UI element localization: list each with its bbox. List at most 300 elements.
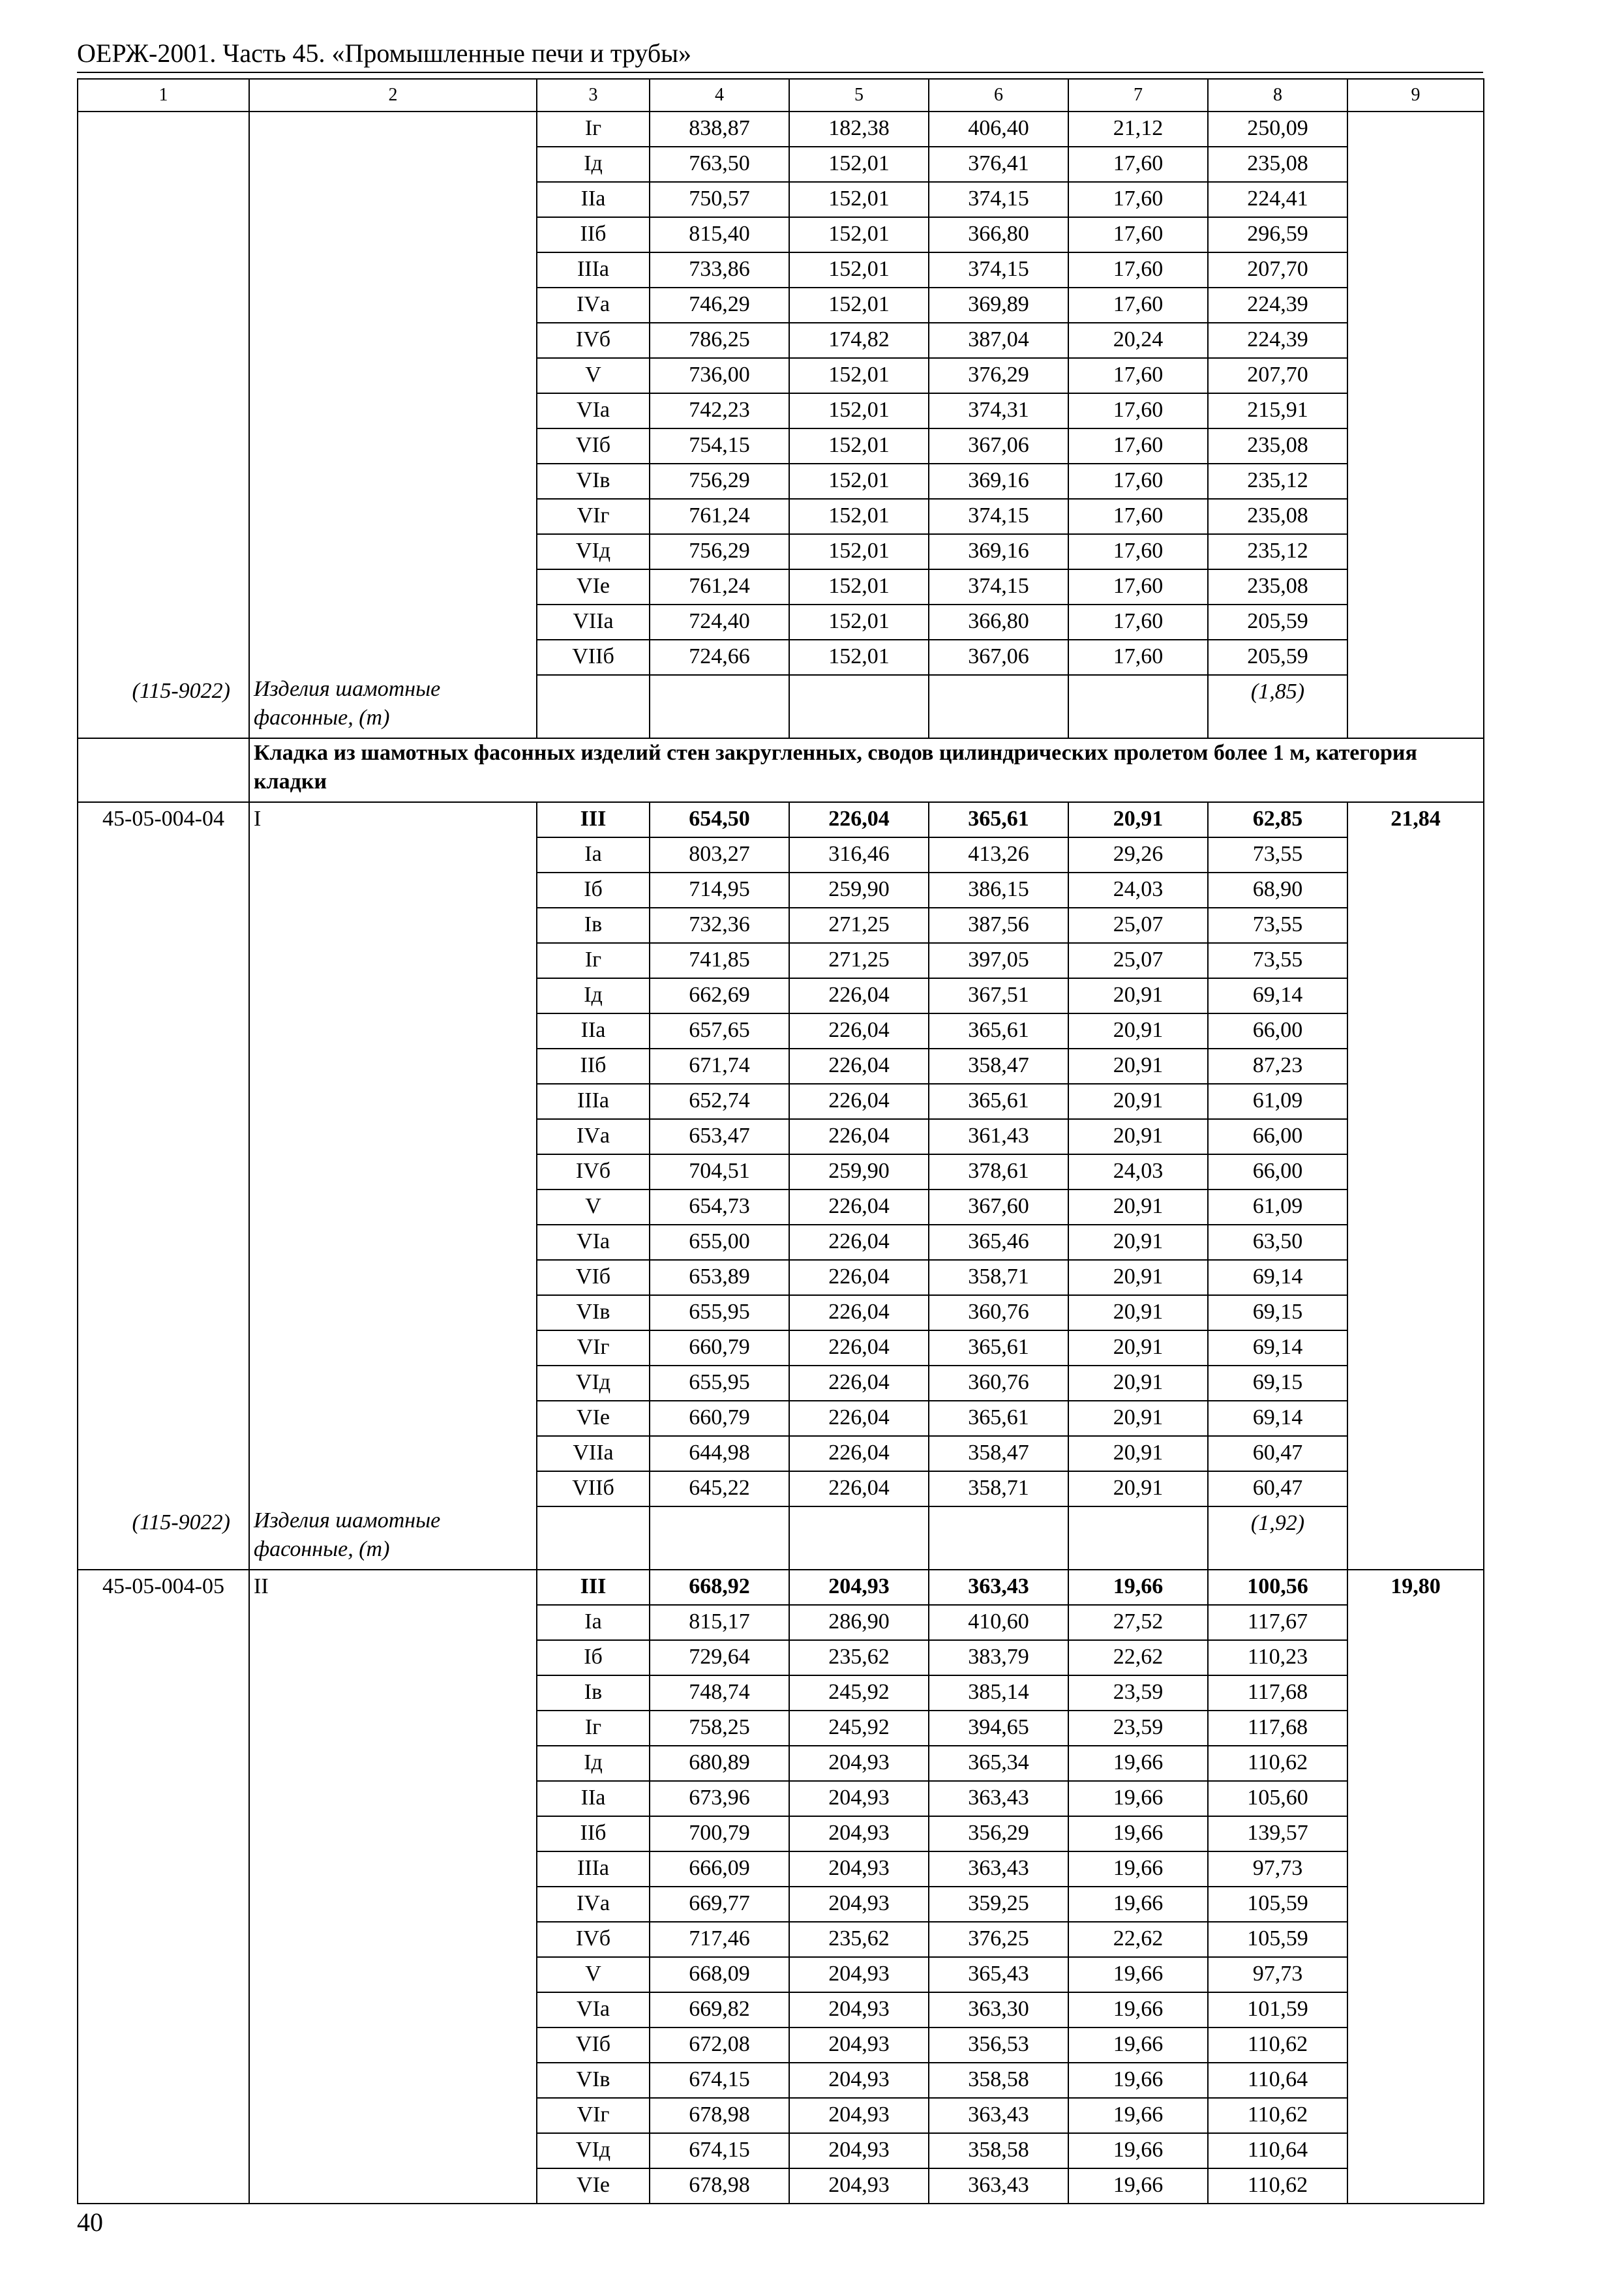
zone-cell: VIIа: [537, 605, 650, 640]
value-cell: 815,17: [650, 1605, 789, 1640]
table-row: [78, 217, 1484, 252]
value-cell: 152,01: [789, 393, 929, 428]
value-cell: 68,90: [1208, 873, 1347, 908]
rate-code-cell: [78, 1330, 249, 1366]
description-cell: [249, 2063, 537, 2098]
description-cell: [249, 358, 537, 393]
zone-cell: Iд: [537, 147, 650, 182]
value-cell: 316,46: [789, 837, 929, 873]
rate-code-cell: [78, 943, 249, 978]
value-cell: 17,60: [1068, 464, 1208, 499]
labor-cell: [1347, 428, 1484, 464]
value-cell: 732,36: [650, 908, 789, 943]
value-cell: 17,60: [1068, 605, 1208, 640]
description-cell: [249, 1189, 537, 1225]
description-cell: [249, 217, 537, 252]
value-cell: 152,01: [789, 605, 929, 640]
value-cell: 87,23: [1208, 1049, 1347, 1084]
value-cell: 657,65: [650, 1013, 789, 1049]
labor-cell: [1347, 2098, 1484, 2133]
value-cell: 19,66: [1068, 2133, 1208, 2168]
value-cell: 69,14: [1208, 1330, 1347, 1366]
value-cell: 666,09: [650, 1851, 789, 1887]
value-cell: 20,91: [1068, 1084, 1208, 1119]
rate-code-cell: [78, 1154, 249, 1189]
value-cell: 20,91: [1068, 1119, 1208, 1154]
value-cell: 182,38: [789, 112, 929, 147]
value-cell: 763,50: [650, 147, 789, 182]
value-cell: 205,59: [1208, 640, 1347, 675]
value-cell: 733,86: [650, 252, 789, 288]
value-cell: 245,92: [789, 1711, 929, 1746]
value-cell: 365,61: [929, 1401, 1068, 1436]
labor-cell: [1347, 499, 1484, 534]
description-cell: [249, 605, 537, 640]
value-cell: 668,92: [650, 1570, 789, 1605]
value-cell: 259,90: [789, 1154, 929, 1189]
value-cell: 66,00: [1208, 1119, 1347, 1154]
value-cell: 226,04: [789, 1366, 929, 1401]
value-cell: 367,60: [929, 1189, 1068, 1225]
table-row: [78, 393, 1484, 428]
value-cell: 19,66: [1068, 1957, 1208, 1992]
description-cell: [249, 1119, 537, 1154]
labor-cell: [1347, 2063, 1484, 2098]
empty-cell: [537, 675, 650, 738]
value-cell: 110,62: [1208, 2098, 1347, 2133]
value-cell: 226,04: [789, 1260, 929, 1295]
zone-cell: VIд: [537, 534, 650, 569]
value-cell: 226,04: [789, 1049, 929, 1084]
labor-cell: [1347, 288, 1484, 323]
zone-cell: Iг: [537, 112, 650, 147]
zone-cell: IVб: [537, 1922, 650, 1957]
description-cell: [249, 147, 537, 182]
value-cell: 704,51: [650, 1154, 789, 1189]
value-cell: 678,98: [650, 2168, 789, 2204]
value-cell: 19,66: [1068, 1781, 1208, 1816]
table-row: [78, 2133, 1484, 2168]
rate-code-cell: [78, 499, 249, 534]
value-cell: 152,01: [789, 640, 929, 675]
rate-code-cell: [78, 2133, 249, 2168]
labor-cell: [1347, 464, 1484, 499]
value-cell: 152,01: [789, 534, 929, 569]
value-cell: 365,46: [929, 1225, 1068, 1260]
value-cell: 62,85: [1208, 802, 1347, 837]
description-cell: II: [249, 1570, 537, 1605]
rate-code-cell: [78, 569, 249, 605]
zone-cell: Iв: [537, 1675, 650, 1711]
value-cell: 204,93: [789, 1816, 929, 1851]
value-cell: 226,04: [789, 1119, 929, 1154]
value-cell: 724,40: [650, 605, 789, 640]
value-cell: 17,60: [1068, 534, 1208, 569]
table-row: [78, 908, 1484, 943]
value-cell: 226,04: [789, 802, 929, 837]
value-cell: 110,62: [1208, 2168, 1347, 2204]
value-cell: 655,95: [650, 1366, 789, 1401]
rate-code-cell: [78, 1295, 249, 1330]
section-title: Кладка из шамотных фасонных изделий стен закругленных, сводов цилиндрических пролетом более 1 м, категория кладки: [249, 738, 1484, 802]
labor-cell: [1347, 1119, 1484, 1154]
column-number: 4: [650, 79, 789, 112]
value-cell: 205,59: [1208, 605, 1347, 640]
value-cell: 204,93: [789, 2168, 929, 2204]
labor-cell: [1347, 1471, 1484, 1506]
value-cell: 724,66: [650, 640, 789, 675]
value-cell: 73,55: [1208, 943, 1347, 978]
value-cell: 387,56: [929, 908, 1068, 943]
value-cell: 754,15: [650, 428, 789, 464]
value-cell: 105,59: [1208, 1922, 1347, 1957]
value-cell: 363,43: [929, 2168, 1068, 2204]
zone-cell: VIб: [537, 2027, 650, 2063]
rate-code-cell: [78, 1816, 249, 1851]
rate-code-cell: [78, 1605, 249, 1640]
description-cell: [249, 1295, 537, 1330]
material-qty: (1,92): [1208, 1506, 1347, 1570]
value-cell: 363,43: [929, 1570, 1068, 1605]
zone-cell: V: [537, 1189, 650, 1225]
value-cell: 22,62: [1068, 1640, 1208, 1675]
zone-cell: IVб: [537, 323, 650, 358]
value-cell: 152,01: [789, 147, 929, 182]
value-cell: 20,91: [1068, 1330, 1208, 1366]
table-row: [78, 1570, 1484, 1605]
value-cell: 235,08: [1208, 428, 1347, 464]
description-cell: [249, 2133, 537, 2168]
value-cell: 369,16: [929, 464, 1068, 499]
rate-code-cell: [78, 1436, 249, 1471]
value-cell: 19,66: [1068, 1570, 1208, 1605]
empty-cell: [650, 675, 789, 738]
table-row: [78, 534, 1484, 569]
table-row: [78, 837, 1484, 873]
table-row: [78, 252, 1484, 288]
table-row: [78, 1295, 1484, 1330]
labor-cell: [1347, 569, 1484, 605]
value-cell: 17,60: [1068, 147, 1208, 182]
value-cell: 152,01: [789, 464, 929, 499]
value-cell: 204,93: [789, 1746, 929, 1781]
value-cell: 139,57: [1208, 1816, 1347, 1851]
value-cell: 360,76: [929, 1366, 1068, 1401]
table-row: [78, 943, 1484, 978]
value-cell: 20,91: [1068, 1401, 1208, 1436]
value-cell: 387,04: [929, 323, 1068, 358]
value-cell: 369,89: [929, 288, 1068, 323]
value-cell: 226,04: [789, 978, 929, 1013]
labor-cell: [1347, 147, 1484, 182]
value-cell: 235,08: [1208, 499, 1347, 534]
empty-cell: [650, 1506, 789, 1570]
value-cell: 204,93: [789, 1781, 929, 1816]
description-cell: [249, 1992, 537, 2027]
value-cell: 60,47: [1208, 1471, 1347, 1506]
rate-code-cell: [78, 1049, 249, 1084]
value-cell: 394,65: [929, 1711, 1068, 1746]
description-cell: [249, 1049, 537, 1084]
value-cell: 655,00: [650, 1225, 789, 1260]
value-cell: 20,24: [1068, 323, 1208, 358]
table-row: [78, 1746, 1484, 1781]
value-cell: 152,01: [789, 288, 929, 323]
value-cell: 152,01: [789, 182, 929, 217]
value-cell: 24,03: [1068, 1154, 1208, 1189]
labor-cell: [1347, 978, 1484, 1013]
value-cell: 365,61: [929, 1084, 1068, 1119]
description-cell: [249, 1401, 537, 1436]
description-cell: [249, 1957, 537, 1992]
empty-cell: [789, 1506, 929, 1570]
value-cell: 365,61: [929, 802, 1068, 837]
value-cell: 803,27: [650, 837, 789, 873]
empty-cell: [929, 1506, 1068, 1570]
table-row: [78, 605, 1484, 640]
value-cell: 204,93: [789, 2133, 929, 2168]
value-cell: 19,66: [1068, 2063, 1208, 2098]
description-cell: [249, 2027, 537, 2063]
value-cell: 19,66: [1068, 1851, 1208, 1887]
value-cell: 19,66: [1068, 2168, 1208, 2204]
value-cell: 152,01: [789, 569, 929, 605]
zone-cell: IIб: [537, 1816, 650, 1851]
labor-cell: [1347, 1436, 1484, 1471]
labor-cell: 19,80: [1347, 1570, 1484, 1605]
table-row: [78, 1640, 1484, 1675]
value-cell: 73,55: [1208, 837, 1347, 873]
value-cell: 361,43: [929, 1119, 1068, 1154]
value-cell: 117,68: [1208, 1675, 1347, 1711]
material-name: Изделия шамотные фасонные, (т): [249, 1506, 537, 1570]
description-cell: [249, 428, 537, 464]
description-cell: [249, 112, 537, 147]
value-cell: 673,96: [650, 1781, 789, 1816]
labor-cell: [1347, 1013, 1484, 1049]
table-row: [78, 1084, 1484, 1119]
rates-table: [77, 78, 1484, 2204]
value-cell: 19,66: [1068, 2098, 1208, 2133]
value-cell: 19,66: [1068, 1887, 1208, 1922]
description-cell: [249, 978, 537, 1013]
value-cell: 669,77: [650, 1887, 789, 1922]
rate-code-cell: [78, 288, 249, 323]
value-cell: 17,60: [1068, 499, 1208, 534]
labor-cell: [1347, 1084, 1484, 1119]
table-row: [78, 1816, 1484, 1851]
zone-cell: VIб: [537, 1260, 650, 1295]
value-cell: 25,07: [1068, 943, 1208, 978]
value-cell: 224,39: [1208, 288, 1347, 323]
labor-cell: [1347, 1781, 1484, 1816]
value-cell: 204,93: [789, 1992, 929, 2027]
zone-cell: VIе: [537, 2168, 650, 2204]
labor-cell: [1347, 252, 1484, 288]
value-cell: 19,66: [1068, 1746, 1208, 1781]
value-cell: 376,41: [929, 147, 1068, 182]
value-cell: 668,09: [650, 1957, 789, 1992]
table-row: [78, 358, 1484, 393]
value-cell: 736,00: [650, 358, 789, 393]
labor-cell: [1347, 1295, 1484, 1330]
value-cell: 20,91: [1068, 1436, 1208, 1471]
description-cell: [249, 908, 537, 943]
value-cell: 66,00: [1208, 1013, 1347, 1049]
value-cell: 215,91: [1208, 393, 1347, 428]
value-cell: 742,23: [650, 393, 789, 428]
value-cell: 235,08: [1208, 147, 1347, 182]
rate-code-cell: [78, 1675, 249, 1711]
rate-code-cell: [78, 1711, 249, 1746]
value-cell: 61,09: [1208, 1189, 1347, 1225]
value-cell: 226,04: [789, 1013, 929, 1049]
column-number: 3: [537, 79, 650, 112]
labor-cell: [1347, 1401, 1484, 1436]
value-cell: 714,95: [650, 873, 789, 908]
value-cell: 226,04: [789, 1084, 929, 1119]
value-cell: 669,82: [650, 1992, 789, 2027]
value-cell: 69,14: [1208, 978, 1347, 1013]
value-cell: 756,29: [650, 464, 789, 499]
labor-cell: [1347, 873, 1484, 908]
page-header: ОЕРЖ-2001. Часть 45. «Промышленные печи и трубы»: [77, 38, 692, 68]
rate-code-cell: [78, 428, 249, 464]
value-cell: 662,69: [650, 978, 789, 1013]
zone-cell: VIе: [537, 569, 650, 605]
zone-cell: V: [537, 1957, 650, 1992]
table-row: [78, 1330, 1484, 1366]
value-cell: 410,60: [929, 1605, 1068, 1640]
value-cell: 204,93: [789, 1570, 929, 1605]
empty-cell: [1068, 675, 1208, 738]
zone-cell: Iб: [537, 1640, 650, 1675]
value-cell: 20,91: [1068, 1366, 1208, 1401]
rate-code-cell: [78, 1189, 249, 1225]
value-cell: 69,14: [1208, 1401, 1347, 1436]
value-cell: 17,60: [1068, 358, 1208, 393]
table-row: [78, 1471, 1484, 1506]
rate-code-cell: [78, 252, 249, 288]
labor-cell: [1347, 112, 1484, 147]
zone-cell: V: [537, 358, 650, 393]
rate-code-cell: [78, 1640, 249, 1675]
value-cell: 271,25: [789, 908, 929, 943]
description-cell: [249, 1330, 537, 1366]
rate-code-cell: [78, 464, 249, 499]
table-row: [78, 2098, 1484, 2133]
description-cell: [249, 1887, 537, 1922]
value-cell: 366,80: [929, 217, 1068, 252]
description-cell: [249, 534, 537, 569]
value-cell: 259,90: [789, 873, 929, 908]
value-cell: 367,06: [929, 428, 1068, 464]
value-cell: 24,03: [1068, 873, 1208, 908]
table-row: [78, 112, 1484, 147]
rate-code-cell: [78, 1957, 249, 1992]
zone-cell: IIа: [537, 1013, 650, 1049]
rate-code-cell: [78, 147, 249, 182]
rate-code-cell: [78, 2098, 249, 2133]
zone-cell: VIа: [537, 1992, 650, 2027]
rate-code-cell: [78, 2027, 249, 2063]
value-cell: 756,29: [650, 534, 789, 569]
value-cell: 19,66: [1068, 1816, 1208, 1851]
value-cell: 644,98: [650, 1436, 789, 1471]
description-cell: [249, 1816, 537, 1851]
labor-cell: [1347, 1711, 1484, 1746]
description-cell: [249, 1084, 537, 1119]
table-row: [78, 1781, 1484, 1816]
zone-cell: VIд: [537, 1366, 650, 1401]
table-row: [78, 1189, 1484, 1225]
value-cell: 17,60: [1068, 640, 1208, 675]
description-cell: [249, 1711, 537, 1746]
value-cell: 63,50: [1208, 1225, 1347, 1260]
value-cell: 654,50: [650, 802, 789, 837]
table-row: [78, 182, 1484, 217]
rate-code-cell: [78, 1992, 249, 2027]
labor-cell: [1347, 323, 1484, 358]
zone-cell: IVа: [537, 1887, 650, 1922]
labor-cell: [1347, 1366, 1484, 1401]
table-row: [78, 2168, 1484, 2204]
value-cell: 671,74: [650, 1049, 789, 1084]
value-cell: 741,85: [650, 943, 789, 978]
rate-code-cell: [78, 217, 249, 252]
labor-cell: [1347, 1640, 1484, 1675]
value-cell: 674,15: [650, 2133, 789, 2168]
value-cell: 700,79: [650, 1816, 789, 1851]
value-cell: 224,39: [1208, 323, 1347, 358]
zone-cell: Iа: [537, 1605, 650, 1640]
value-cell: 748,74: [650, 1675, 789, 1711]
empty-cell: [1347, 675, 1484, 738]
value-cell: 363,43: [929, 1851, 1068, 1887]
zone-cell: VIа: [537, 393, 650, 428]
labor-cell: [1347, 1260, 1484, 1295]
value-cell: 376,25: [929, 1922, 1068, 1957]
rate-code-cell: [78, 1471, 249, 1506]
material-code: (115-9022): [78, 675, 249, 738]
value-cell: 271,25: [789, 943, 929, 978]
description-cell: [249, 943, 537, 978]
value-cell: 20,91: [1068, 1260, 1208, 1295]
value-cell: 226,04: [789, 1471, 929, 1506]
table-row: [78, 1225, 1484, 1260]
value-cell: 235,08: [1208, 569, 1347, 605]
description-cell: [249, 1436, 537, 1471]
zone-cell: VIг: [537, 1330, 650, 1366]
rate-code-cell: [78, 908, 249, 943]
material-row: [78, 675, 1484, 738]
labor-cell: [1347, 1851, 1484, 1887]
value-cell: 207,70: [1208, 358, 1347, 393]
rate-code-cell: [78, 1922, 249, 1957]
value-cell: 363,43: [929, 1781, 1068, 1816]
value-cell: 152,01: [789, 499, 929, 534]
labor-cell: [1347, 1675, 1484, 1711]
value-cell: 152,01: [789, 358, 929, 393]
value-cell: 226,04: [789, 1225, 929, 1260]
zone-cell: IVа: [537, 1119, 650, 1154]
value-cell: 17,60: [1068, 393, 1208, 428]
value-cell: 21,12: [1068, 112, 1208, 147]
zone-cell: Iг: [537, 1711, 650, 1746]
table-row: [78, 1260, 1484, 1295]
description-cell: [249, 393, 537, 428]
value-cell: 397,05: [929, 943, 1068, 978]
